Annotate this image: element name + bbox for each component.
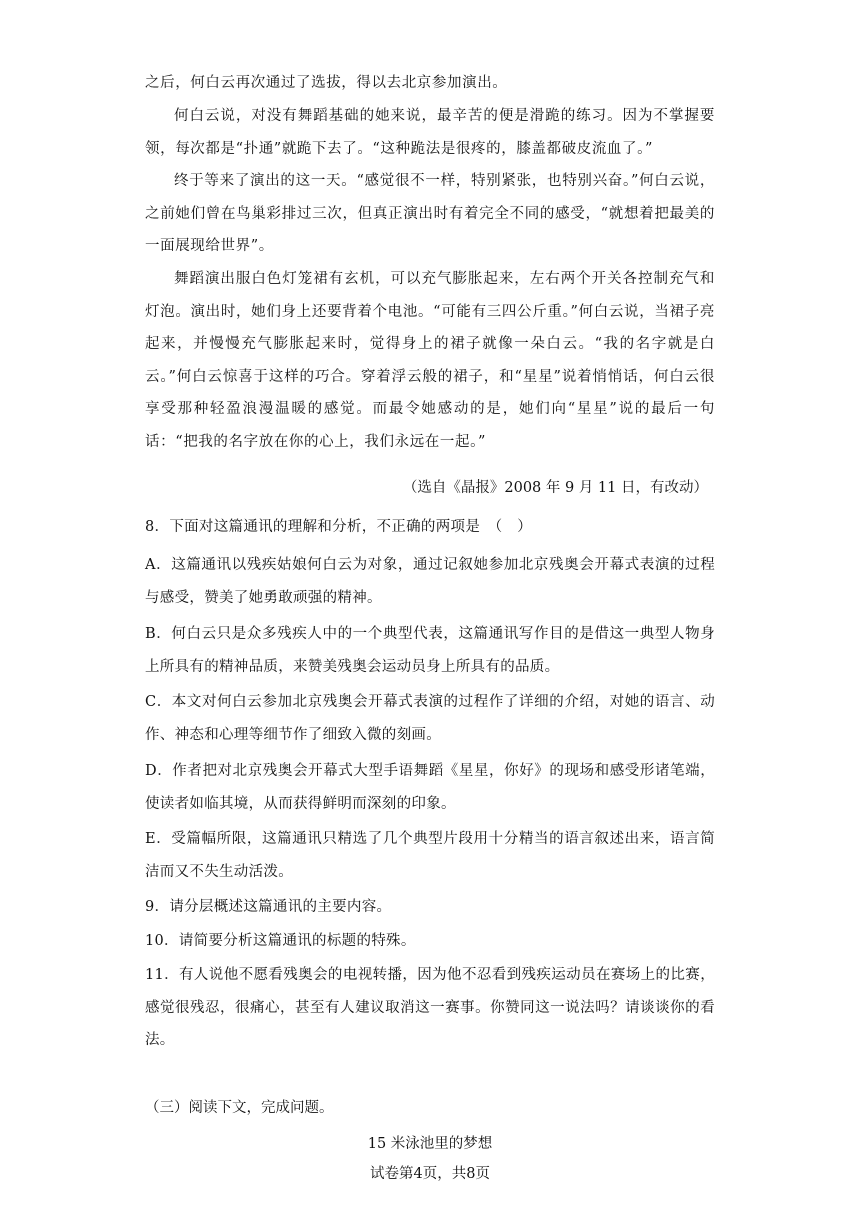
article-title: 15 米泳池里的梦想 — [367, 1136, 493, 1152]
option-a: A．这篇通讯以残疾姑娘何白云为对象，通过记叙她参加北京残奥会开幕式表演的过程与感受，赞美了她勇敢顽强的精神。 — [145, 557, 715, 606]
passage-source: （选自《晶报》2008 年 9 月 11 日，有改动） — [402, 480, 708, 496]
section-heading: （三）阅读下文，完成问题。 — [145, 1100, 334, 1116]
question-9: 9．请分层概述这篇通讯的主要内容。 — [145, 899, 392, 915]
option-e: E．受篇幅所限，这篇通讯只精选了几个典型片段用十分精当的语言叙述出来，语言简洁而又不失生动活泼。 — [145, 831, 715, 880]
option-b: B．何白云只是众多残疾人中的一个典型代表，这篇通讯写作目的是借这一典型人物身上所具有的精神品质，来赞美残奥会运动员身上所具有的品质。 — [145, 626, 715, 675]
page-footer: 试卷第4页，共8页 — [370, 1166, 490, 1182]
question-10: 10．请简要分析这篇通讯的标题的特殊。 — [145, 933, 416, 949]
passage-paragraph-2: 何白云说，对没有舞蹈基础的她来说，最辛苦的便是滑跪的练习。因为不掌握要领，每次都是“扑通”就跪下去了。“这种跪法是很疼的，膝盖都破皮流血了。” — [145, 108, 715, 157]
passage-paragraph-3: 终于等来了演出的这一天。“感觉很不一样，特别紧张，也特别兴奋。”何白云说，之前她们曾在鸟巢彩排过三次，但真正演出时有着完全不同的感受，“就想着把最美的一面展现给世界”。 — [145, 173, 715, 254]
question-8: 8．下面对这篇通讯的理解和分析，不正确的两项是 （ ） — [145, 519, 533, 535]
passage-paragraph-4: 舞蹈演出服白色灯笼裙有玄机，可以充气膨胀起来，左右两个开关各控制充气和灯泡。演出时，她们身上还要背着个电池。“可能有三四公斤重。”何白云说，当裙子亮起来，并慢慢充气膨胀起来时，觉得身上的裙子就像一朵白云。“我的名字就是白云。”何白云惊喜于这样的巧合。穿着浮云般的裙子，和“星星”说着悄悄话，何白云很享受那种轻盈浪漫温暖的感觉。而最令她感动的是，她们向“星星”说的最后一句话：“把我的名字放在你的心上，我们永远在一起。” — [145, 271, 715, 450]
passage-paragraph-1: 之后，何白云再次通过了选拔，得以去北京参加演出。 — [145, 75, 508, 91]
option-d: D．作者把对北京残奥会开幕式大型手语舞蹈《星星，你好》的现场和感受形诸笔端，使读者如临其境，从而获得鲜明而深刻的印象。 — [145, 763, 715, 812]
option-c: C．本文对何白云参加北京残奥会开幕式表演的过程作了详细的介绍，对她的语言、动作、神态和心理等细节作了细致入微的刻画。 — [145, 694, 715, 743]
question-11: 11．有人说他不愿看残奥会的电视转播，因为他不忍看到残疾运动员在赛场上的比赛，感觉很残忍，很痛心，甚至有人建议取消这一赛事。你赞同这一说法吗？请谈谈你的看法。 — [145, 967, 715, 1048]
